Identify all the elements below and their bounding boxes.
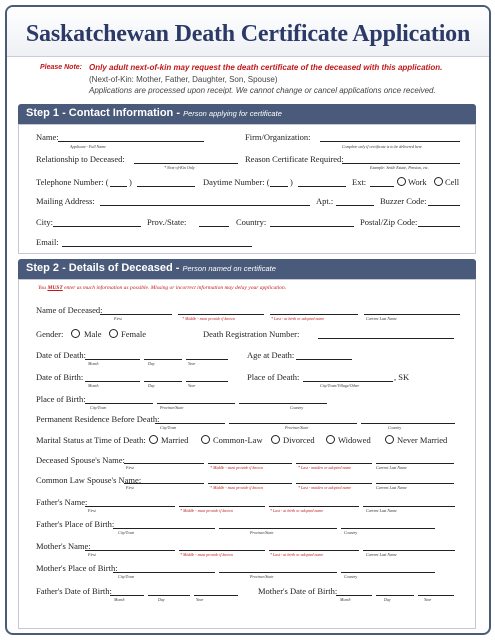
mother-pob-country-hint: Country	[344, 574, 358, 579]
dod-day-hint: Day	[148, 361, 155, 366]
father-first-field[interactable]	[85, 506, 175, 507]
applicant-name-hint: Applicant - Full Name	[70, 144, 106, 149]
father-dob-label: Father's Date of Birth:	[36, 586, 112, 596]
father-current-last-field[interactable]	[363, 506, 455, 507]
registration-field[interactable]	[318, 338, 454, 339]
email-field[interactable]	[62, 246, 252, 247]
apt-field[interactable]	[336, 205, 374, 206]
father-name-label: Father's Name:	[36, 497, 88, 507]
dob-day-field[interactable]	[144, 381, 182, 382]
reason-label: Reason Certificate Required:	[245, 154, 344, 164]
deceased-middle-field[interactable]	[178, 314, 264, 315]
mother-dob-month-hint: Month	[340, 597, 351, 602]
relationship-label: Relationship to Deceased:	[36, 154, 125, 164]
apt-label: Apt.:	[316, 196, 334, 206]
mother-middle-hint: * Middle - must provide if known	[180, 552, 233, 557]
father-last-hint: * Last - at birth or adopted name	[270, 508, 324, 513]
mother-dob-year-hint: Year	[424, 597, 432, 602]
father-dob-day-hint: Day	[158, 597, 165, 602]
applicant-name-label: Name:	[36, 132, 59, 142]
note-line-2: (Next-of-Kin: Mother, Father, Daughter, Son, Spouse)	[89, 75, 278, 84]
dod-label: Date of Death:	[36, 350, 87, 360]
father-pob-country-hint: Country	[344, 530, 358, 535]
mother-first-hint: First	[88, 552, 96, 557]
note-line-3: Applications are processed upon receipt. We cannot change or cancel applications once received.	[89, 86, 436, 95]
mother-dob-month-field[interactable]	[336, 595, 372, 596]
father-dob-year-hint: Year	[196, 597, 204, 602]
place-of-birth-label: Place of Birth:	[36, 394, 86, 404]
spouse-last-field[interactable]	[296, 463, 372, 464]
widowed-radio[interactable]	[326, 435, 335, 444]
mother-first-field[interactable]	[85, 550, 175, 551]
cl-spouse-middle-hint: * Middle - must provide if known	[210, 485, 263, 490]
country-field[interactable]	[270, 226, 354, 227]
warning-pre: You	[38, 285, 48, 291]
cl-spouse-current-hint: Current Last Name	[376, 485, 407, 490]
cell-label: Cell	[445, 177, 460, 187]
registration-label: Death Registration Number:	[203, 329, 300, 339]
cl-spouse-current-last-field[interactable]	[376, 483, 454, 484]
pob-city-hint: City/Town	[90, 405, 107, 410]
deceased-first-field[interactable]	[100, 314, 172, 315]
mother-dob-label: Mother's Date of Birth:	[258, 586, 338, 596]
gender-label: Gender:	[36, 329, 64, 339]
female-radio[interactable]	[109, 329, 118, 338]
mother-dob-year-field[interactable]	[418, 595, 454, 596]
spouse-current-hint: Current Last Name	[376, 465, 407, 470]
residence-country-hint: Country	[388, 425, 402, 430]
prov-field[interactable]	[199, 226, 229, 227]
work-radio[interactable]	[397, 177, 406, 186]
father-pob-country-field[interactable]	[341, 528, 435, 529]
spouse-current-last-field[interactable]	[376, 463, 454, 464]
marital-label: Marital Status at Time of Death:	[36, 435, 146, 445]
cl-spouse-first-hint: First	[126, 485, 134, 490]
mother-middle-field[interactable]	[179, 550, 265, 551]
reason-field[interactable]	[342, 163, 460, 164]
mother-current-last-field[interactable]	[363, 550, 455, 551]
reason-hint: Example: Settle Estate, Pension, etc.	[370, 165, 429, 170]
pob-country-hint: Country	[290, 405, 304, 410]
male-label: Male	[84, 329, 102, 339]
warning-must: MUST	[47, 285, 63, 291]
father-pob-province-hint: Province/State	[250, 530, 274, 535]
widowed-label: Widowed	[338, 435, 371, 445]
mother-pob-province-field[interactable]	[219, 572, 337, 573]
relationship-field[interactable]	[134, 163, 238, 164]
buzzer-field[interactable]	[428, 205, 460, 206]
father-dob-month-hint: Month	[114, 597, 125, 602]
step1-subtitle: Person applying for certificate	[183, 109, 282, 118]
father-pob-city-hint: City/Town	[118, 530, 135, 535]
telephone-area-code[interactable]	[110, 186, 127, 187]
dob-label: Date of Birth:	[36, 372, 84, 382]
step2-title: Step 2 - Details of Deceased -	[26, 262, 183, 274]
current-last-hint: Current Last Name	[366, 316, 397, 321]
spouse-first-field[interactable]	[124, 463, 204, 464]
mother-name-label: Mother's Name:	[36, 541, 91, 551]
deceased-last-field[interactable]	[270, 314, 358, 315]
note-line-1: Only adult next-of-kin may request the death certificate of the deceased with this application.	[89, 63, 443, 72]
mother-dob-day-hint: Day	[384, 597, 391, 602]
divorced-label: Divorced	[283, 435, 315, 445]
mother-pob-province-hint: Province/State	[250, 574, 274, 579]
email-label: Email:	[36, 237, 59, 247]
residence-province-hint: Province/State	[285, 425, 309, 430]
warning-post: enter as much information as possible. Missing or incorrect information may delay your application.	[62, 285, 287, 291]
father-dob-month-field[interactable]	[110, 595, 144, 596]
place-of-death-label: Place of Death:	[247, 372, 300, 382]
residence-city-field[interactable]	[155, 423, 225, 424]
divorced-radio[interactable]	[271, 435, 280, 444]
married-label: Married	[161, 435, 189, 445]
postal-label: Postal/Zip Code:	[360, 217, 418, 227]
father-pob-province-field[interactable]	[219, 528, 337, 529]
never-married-radio[interactable]	[385, 435, 394, 444]
firm-hint: Complete only if certificate is to be delivered here	[342, 144, 422, 149]
prov-label: Prov./State:	[147, 217, 187, 227]
mailing-address-field[interactable]	[100, 205, 310, 206]
dob-day-hint: Day	[148, 383, 155, 388]
mother-last-field[interactable]	[269, 550, 359, 551]
dod-year-field[interactable]	[186, 359, 228, 360]
mother-pob-label: Mother's Place of Birth:	[36, 563, 118, 573]
spouse-middle-field[interactable]	[208, 463, 292, 464]
page-title: Saskatchewan Death Certificate Application	[25, 21, 471, 47]
title-bar	[7, 7, 489, 57]
step1-header	[18, 104, 476, 124]
age-label: Age at Death:	[247, 350, 295, 360]
male-radio[interactable]	[71, 329, 80, 338]
residence-label: Permanent Residence Before Death:	[36, 414, 160, 424]
father-pob-city-field[interactable]	[113, 528, 215, 529]
dob-year-hint: Year	[188, 383, 196, 388]
firm-label: Firm/Organization:	[245, 132, 311, 142]
father-middle-field[interactable]	[179, 506, 265, 507]
pob-province-hint: Province/State	[160, 405, 184, 410]
telephone-paren: )	[129, 177, 132, 187]
daytime-area-code[interactable]	[270, 186, 288, 187]
spouse-first-hint: First	[126, 465, 134, 470]
telephone-label: Telephone Number: (	[36, 177, 109, 187]
cl-spouse-name-label: Common Law Spouse's Name:	[36, 475, 142, 485]
mother-dob-day-field[interactable]	[376, 595, 414, 596]
firm-field[interactable]	[320, 141, 460, 142]
step2-header	[18, 259, 476, 279]
father-middle-hint: * Middle - must provide if known	[180, 508, 233, 513]
dod-year-hint: Year	[188, 361, 196, 366]
daytime-number[interactable]	[298, 186, 346, 187]
mother-current-hint: Current Last Name	[366, 552, 397, 557]
ext-label: Ext:	[352, 177, 367, 187]
pob-province-field[interactable]	[157, 403, 235, 404]
dob-year-field[interactable]	[186, 381, 228, 382]
commonlaw-label: Common-Law	[213, 435, 263, 445]
cl-spouse-last-field[interactable]	[296, 483, 372, 484]
place-of-death-field[interactable]	[303, 381, 393, 382]
spouse-middle-hint: * Middle - must provide if known	[210, 465, 263, 470]
mailing-address-label: Mailing Address:	[36, 196, 95, 206]
dob-month-hint: Month	[88, 383, 99, 388]
father-dob-year-field[interactable]	[194, 595, 238, 596]
sk-label: , SK	[394, 372, 410, 382]
work-label: Work	[408, 177, 427, 187]
deceased-current-last-field[interactable]	[364, 314, 460, 315]
mother-last-hint: * Last - at birth or adopted name	[270, 552, 324, 557]
father-dob-day-field[interactable]	[148, 595, 190, 596]
city-label: City:	[36, 217, 54, 227]
residence-city-hint: City/Town	[160, 425, 177, 430]
age-field[interactable]	[296, 359, 352, 360]
father-current-hint: Current Last Name	[366, 508, 397, 513]
dob-month-field[interactable]	[85, 381, 140, 382]
mother-pob-country-field[interactable]	[341, 572, 435, 573]
cl-spouse-middle-field[interactable]	[208, 483, 292, 484]
country-label: Country:	[236, 217, 267, 227]
mother-pob-city-hint: City/Town	[118, 574, 135, 579]
mother-pob-city-field[interactable]	[113, 572, 215, 573]
spouse-name-label: Deceased Spouse's Name:	[36, 455, 125, 465]
dod-month-hint: Month	[88, 361, 99, 366]
pob-country-field[interactable]	[239, 403, 327, 404]
postal-field[interactable]	[418, 226, 460, 227]
residence-province-field[interactable]	[229, 423, 357, 424]
married-radio[interactable]	[149, 435, 158, 444]
residence-country-field[interactable]	[361, 423, 455, 424]
father-pob-label: Father's Place of Birth:	[36, 519, 115, 529]
applicant-name-field[interactable]	[58, 141, 204, 142]
middle-hint: * Middle - must provide if known	[182, 316, 235, 321]
last-hint: * Last - at birth or adopted name	[271, 316, 325, 321]
dod-day-field[interactable]	[144, 359, 182, 360]
cl-spouse-last-hint: * Last - maiden or adopted name	[298, 485, 352, 490]
relationship-hint: * Next-of-Kin Only	[164, 165, 195, 170]
must-warning	[38, 285, 286, 291]
female-label: Female	[121, 329, 147, 339]
cl-spouse-first-field[interactable]	[124, 483, 204, 484]
city-field[interactable]	[53, 226, 141, 227]
please-note-label: Please Note:	[40, 64, 83, 71]
telephone-number[interactable]	[137, 186, 195, 187]
spouse-last-hint: * Last - maiden or adopted name	[298, 465, 352, 470]
place-of-death-hint: City/Town/Village/Other	[320, 383, 360, 388]
step1-title: Step 1 - Contact Information -	[26, 107, 184, 119]
commonlaw-radio[interactable]	[201, 435, 210, 444]
pob-city-field[interactable]	[85, 403, 153, 404]
ext-field[interactable]	[370, 186, 394, 187]
deceased-name-label: Name of Deceased:	[36, 305, 103, 315]
step2-subtitle: Person named on certificate	[182, 264, 276, 273]
first-hint: First	[114, 316, 122, 321]
buzzer-label: Buzzer Code:	[380, 196, 427, 206]
daytime-paren: )	[290, 177, 293, 187]
never-married-label: Never Married	[397, 435, 448, 445]
father-first-hint: First	[88, 508, 96, 513]
cell-radio[interactable]	[434, 177, 443, 186]
father-last-field[interactable]	[269, 506, 359, 507]
dod-month-field[interactable]	[85, 359, 140, 360]
daytime-label: Daytime Number: (	[203, 177, 270, 187]
